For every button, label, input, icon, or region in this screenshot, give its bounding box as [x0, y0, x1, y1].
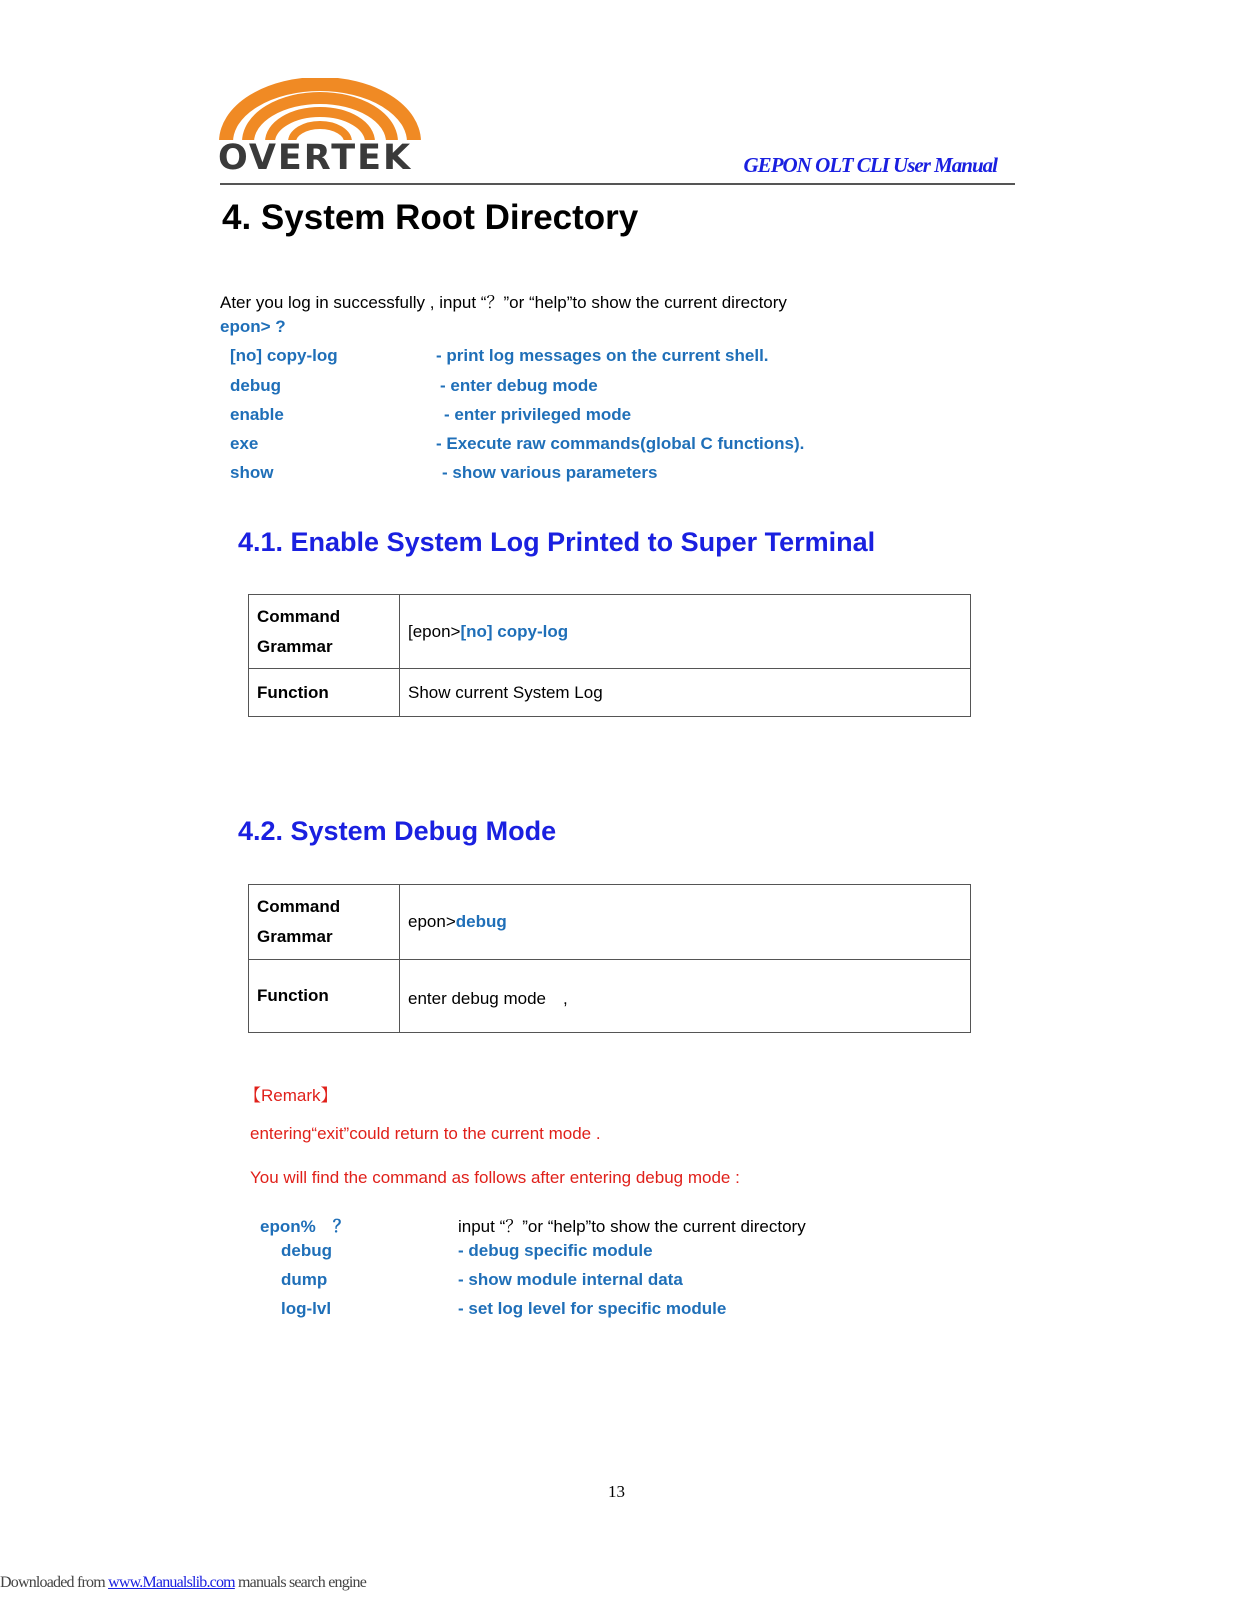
remark-label: 【Remark】	[244, 1086, 338, 1105]
header-divider	[220, 183, 1015, 185]
command-name: [no] copy-log	[230, 346, 338, 365]
download-footer	[0, 1574, 366, 1592]
section-title: 4.1. Enable System Log Printed to Super Terminal	[238, 527, 876, 557]
command-name: show	[230, 463, 274, 482]
grammar-label-line: Command	[257, 606, 341, 626]
remark-line: You will find the command as follows after entering debug mode :	[250, 1168, 740, 1187]
debug-prompt: epon% ？	[260, 1217, 350, 1236]
debug-prompt-desc: input “？”or “help”to show the current directory	[458, 1217, 806, 1236]
function-label: Function	[249, 960, 400, 1033]
grammar-command: [no] copy-log	[460, 621, 569, 641]
chapter-title: 4. System Root Directory	[222, 198, 639, 237]
grammar-value	[400, 595, 971, 669]
intro-text: Ater you log in successfully , input “？”or “help”to show the current directory	[220, 293, 787, 312]
grammar-label-line: Grammar	[257, 636, 333, 656]
command-name: debug	[230, 376, 281, 395]
logo-text: OVERTEK	[218, 138, 413, 178]
grammar-command: debug	[455, 912, 507, 931]
grammar-label-line: Grammar	[257, 927, 333, 946]
debug-command-desc: - show module internal data	[458, 1270, 683, 1289]
command-desc: - Execute raw commands(global C functions).	[436, 434, 805, 453]
debug-command-name: log-lvl	[281, 1299, 332, 1318]
footer-suffix: manuals search engine	[234, 1574, 367, 1591]
grammar-label	[249, 595, 400, 669]
command-desc: - show various parameters	[442, 463, 658, 482]
remark-line: entering“exit”could return to the current mode .	[250, 1124, 601, 1143]
grammar-label-line: Command	[257, 897, 341, 916]
company-logo	[218, 78, 422, 176]
root-prompt: epon> ?	[220, 317, 286, 336]
command-table	[248, 884, 971, 1033]
command-name: exe	[230, 434, 259, 453]
grammar-value	[400, 885, 971, 960]
page-number: 13	[608, 1482, 625, 1501]
debug-command-desc: - set log level for specific module	[458, 1299, 727, 1318]
function-label: Function	[249, 669, 400, 717]
debug-command-desc: - debug specific module	[458, 1241, 653, 1260]
function-value: enter debug mode ,	[400, 960, 971, 1033]
section-title: 4.2. System Debug Mode	[238, 816, 557, 846]
function-value: Show current System Log	[400, 669, 971, 717]
grammar-prefix: [epon>	[408, 621, 461, 641]
grammar-label	[249, 885, 400, 960]
debug-command-name: dump	[281, 1270, 328, 1289]
command-desc: - print log messages on the current shell.	[436, 346, 769, 365]
footer-prefix: Downloaded from	[0, 1574, 109, 1591]
manual-title: GEPON OLT CLI User Manual	[743, 153, 997, 177]
grammar-prefix: epon>	[408, 912, 456, 931]
command-table	[248, 594, 971, 717]
manualslib-link[interactable]: www.Manualslib.com	[108, 1574, 235, 1591]
debug-command-name: debug	[281, 1241, 332, 1260]
command-name: enable	[230, 405, 284, 424]
command-desc: - enter privileged mode	[444, 405, 632, 424]
command-desc: - enter debug mode	[440, 376, 598, 395]
